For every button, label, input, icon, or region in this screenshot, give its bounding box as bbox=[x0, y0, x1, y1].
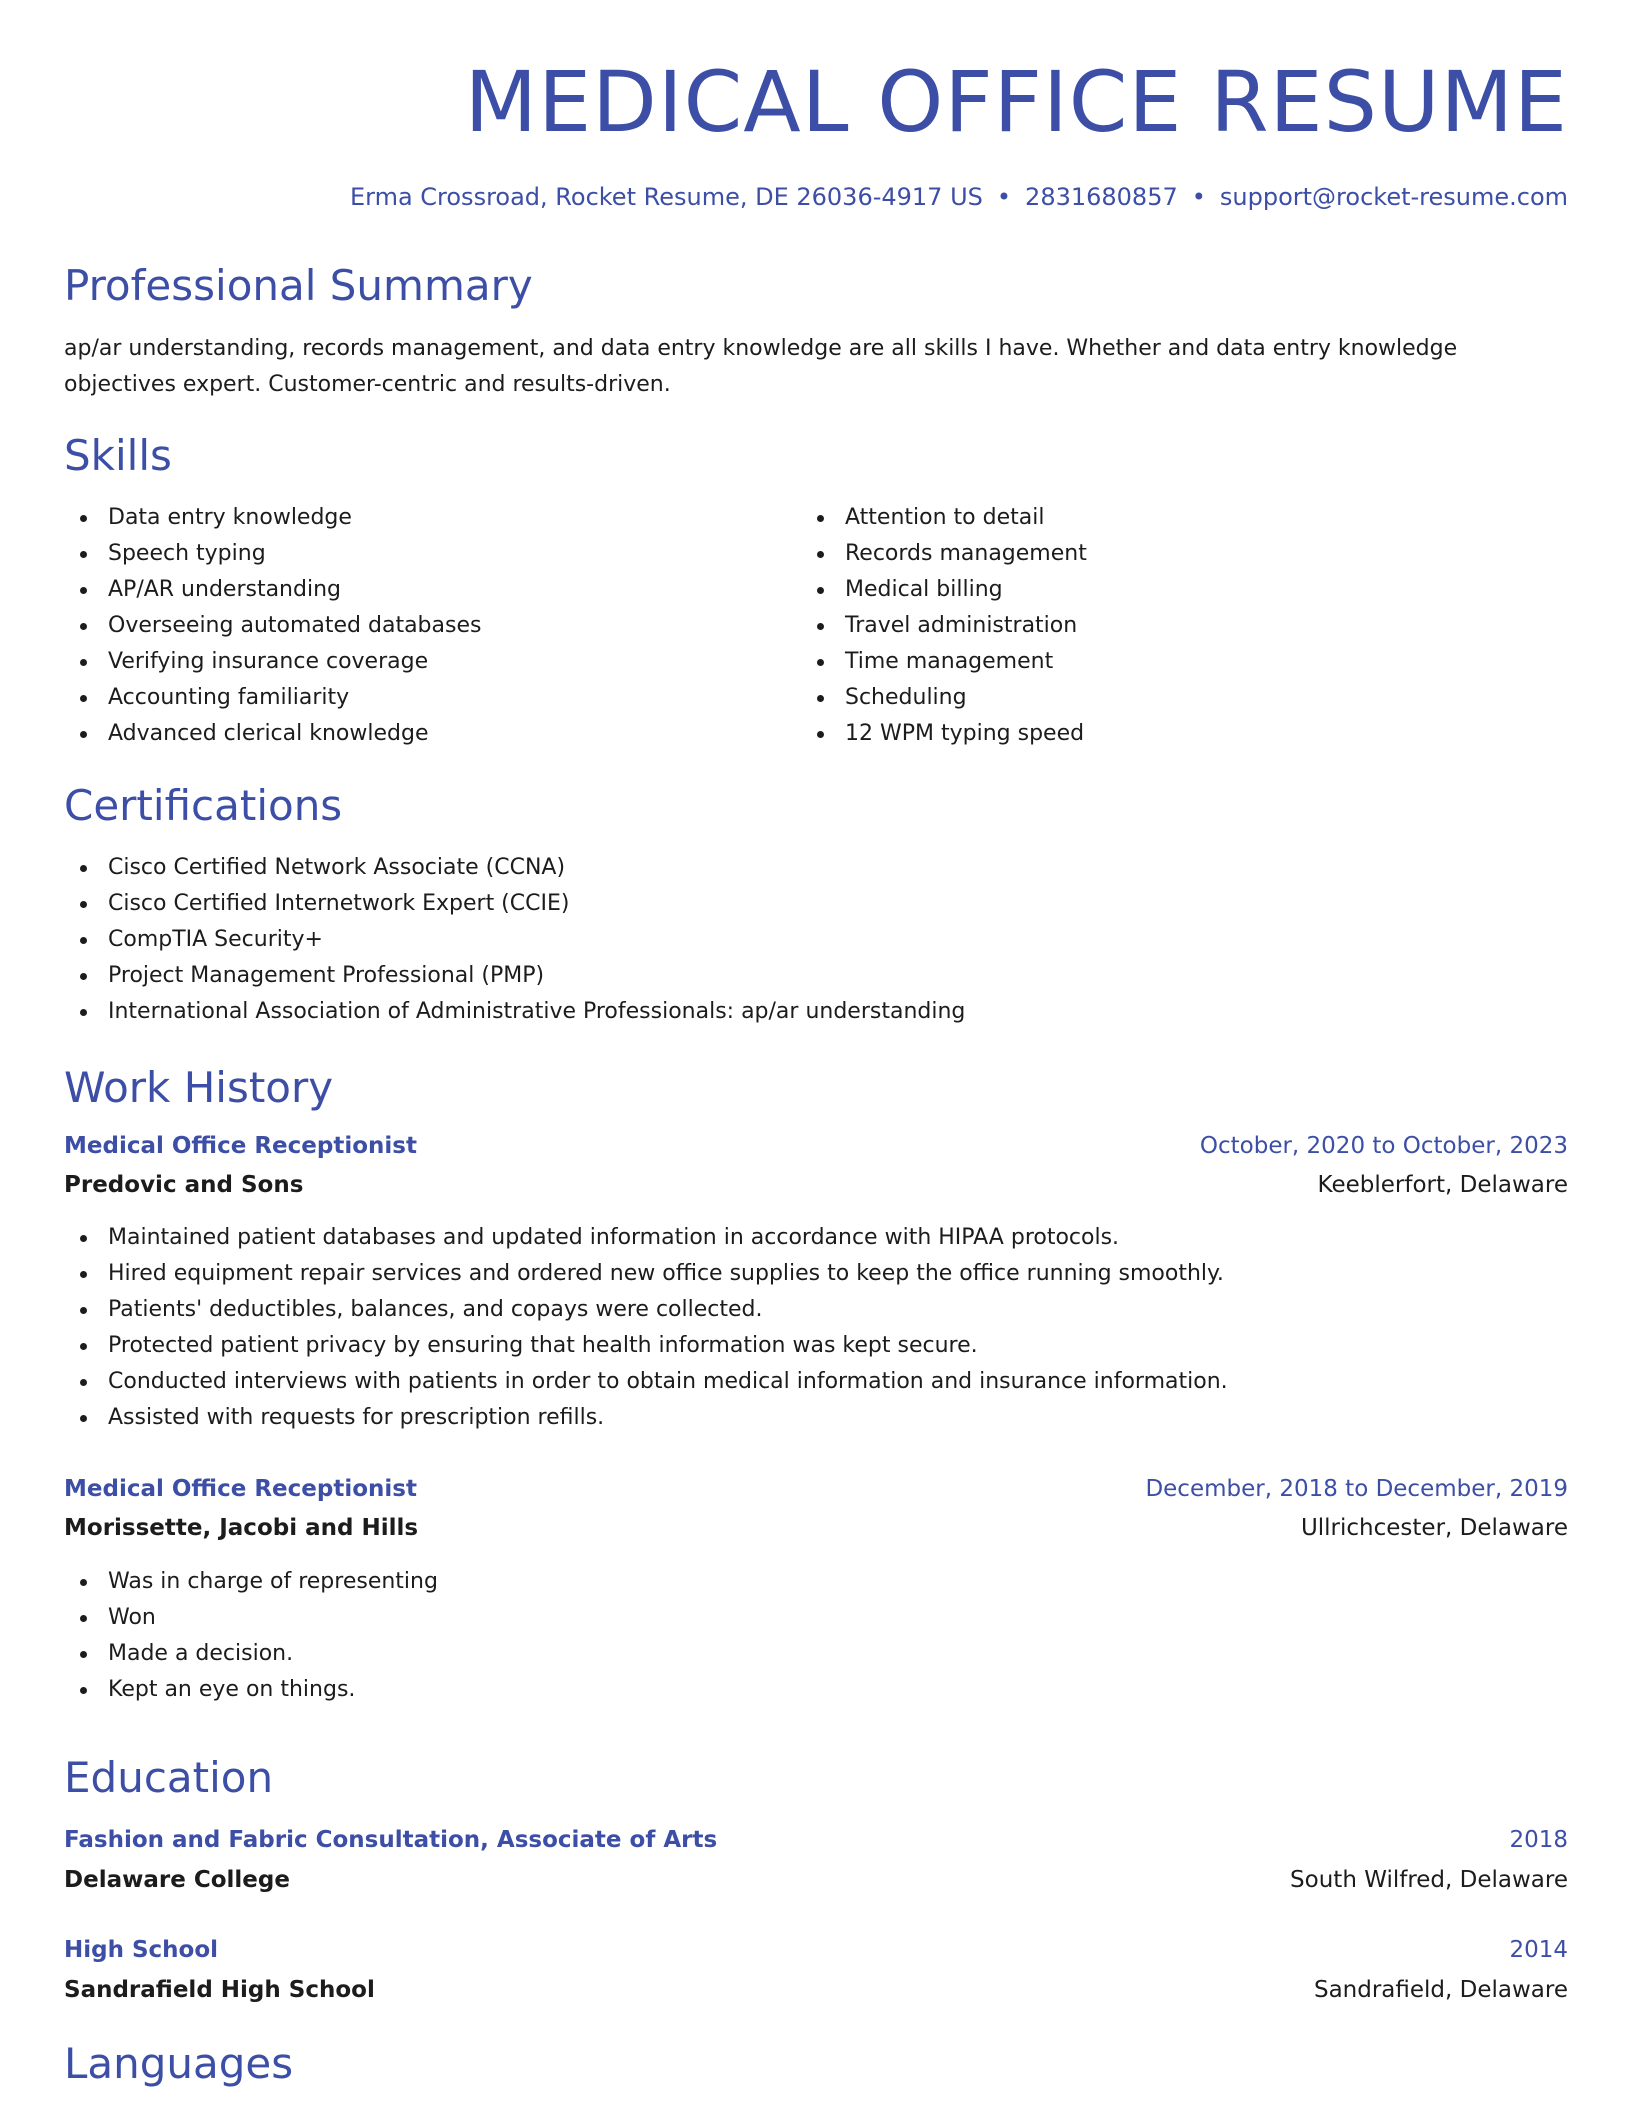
list-item: Advanced clerical knowledge bbox=[64, 716, 784, 752]
list-item: Made a decision. bbox=[64, 1636, 1568, 1672]
list-item: Hired equipment repair services and ordered new office supplies to keep the office running smoothly. bbox=[64, 1256, 1568, 1292]
education-school: Delaware College bbox=[64, 1867, 290, 1893]
list-item: Overseeing automated databases bbox=[64, 608, 784, 644]
list-item: Kept an eye on things. bbox=[64, 1672, 1568, 1708]
list-item: International Association of Administrative Professionals: ap/ar understanding bbox=[64, 994, 1568, 1030]
list-item: 12 WPM typing speed bbox=[801, 716, 1521, 752]
resume-title: MEDICAL OFFICE RESUME bbox=[464, 53, 1568, 151]
job-company: Predovic and Sons bbox=[64, 1172, 304, 1198]
summary-text: ap/ar understanding, records management, and data entry knowledge are all skills I have. Whether and data entry knowledge objectives expert. Customer-centric and results-driven. bbox=[64, 336, 1458, 397]
contact-email[interactable]: support@rocket-resume.com bbox=[1219, 183, 1568, 211]
education-location: South Wilfred, Delaware bbox=[1290, 1867, 1568, 1893]
education-year: 2014 bbox=[1509, 1937, 1568, 1963]
skills-list-left bbox=[64, 500, 784, 752]
list-item: Verifying insurance coverage bbox=[64, 644, 784, 680]
list-item: Assisted with requests for prescription refills. bbox=[64, 1400, 1568, 1436]
job-company-row bbox=[64, 1510, 1568, 1546]
list-item: Project Management Professional (PMP) bbox=[64, 958, 1568, 994]
list-item: Scheduling bbox=[801, 680, 1521, 716]
list-item: CompTIA Security+ bbox=[64, 922, 1568, 958]
list-item: Won bbox=[64, 1600, 1568, 1636]
list-item: Accounting familiarity bbox=[64, 680, 784, 716]
list-item: Cisco Certified Network Associate (CCNA) bbox=[64, 850, 1568, 886]
education-location: Sandrafield, Delaware bbox=[1313, 1977, 1568, 2003]
job-dates: December, 2018 to December, 2019 bbox=[1145, 1476, 1568, 1502]
list-item: Patients' deductibles, balances, and copays were collected. bbox=[64, 1292, 1568, 1328]
list-item: AP/AR understanding bbox=[64, 572, 784, 608]
list-item: Protected patient privacy by ensuring that health information was kept secure. bbox=[64, 1328, 1568, 1364]
certifications-heading: Certifications bbox=[64, 781, 343, 830]
contact-line bbox=[350, 180, 1568, 214]
education-degree-row bbox=[64, 1932, 1568, 1968]
work-history-heading: Work History bbox=[64, 1063, 334, 1112]
education-heading: Education bbox=[64, 1753, 274, 1802]
education-school-row bbox=[64, 1972, 1568, 2008]
education-school: Sandrafield High School bbox=[64, 1977, 375, 2003]
job-bullets bbox=[64, 1220, 1568, 1436]
job-bullets bbox=[64, 1564, 1568, 1708]
resume-page bbox=[64, 0, 1568, 2112]
list-item: Data entry knowledge bbox=[64, 500, 784, 536]
certifications-list bbox=[64, 850, 1568, 1030]
skills-list-right bbox=[801, 500, 1521, 752]
job-title: Medical Office Receptionist bbox=[64, 1476, 417, 1502]
list-item: Medical billing bbox=[801, 572, 1521, 608]
education-degree-row bbox=[64, 1822, 1568, 1858]
list-item: Cisco Certified Internetwork Expert (CCIE) bbox=[64, 886, 1568, 922]
job-location: Keeblerfort, Delaware bbox=[1317, 1172, 1568, 1198]
job-title-row bbox=[64, 1128, 1568, 1164]
list-item: Records management bbox=[801, 536, 1521, 572]
contact-phone: 2831680857 bbox=[1025, 183, 1178, 211]
list-item: Attention to detail bbox=[801, 500, 1521, 536]
contact-separator: • bbox=[996, 183, 1012, 211]
education-degree: Fashion and Fabric Consultation, Associate of Arts bbox=[64, 1827, 718, 1853]
list-item: Conducted interviews with patients in order to obtain medical information and insurance information. bbox=[64, 1364, 1568, 1400]
summary-heading: Professional Summary bbox=[64, 261, 533, 310]
job-location: Ullrichcester, Delaware bbox=[1300, 1515, 1568, 1541]
languages-heading: Languages bbox=[64, 2039, 294, 2088]
education-degree: High School bbox=[64, 1937, 219, 1963]
job-dates: October, 2020 to October, 2023 bbox=[1199, 1133, 1568, 1159]
list-item: Maintained patient databases and updated information in accordance with HIPAA protocols. bbox=[64, 1220, 1568, 1256]
list-item: Time management bbox=[801, 644, 1521, 680]
job-company-row bbox=[64, 1167, 1568, 1203]
job-company: Morissette, Jacobi and Hills bbox=[64, 1515, 419, 1541]
list-item: Was in charge of representing bbox=[64, 1564, 1568, 1600]
job-title: Medical Office Receptionist bbox=[64, 1133, 417, 1159]
education-year: 2018 bbox=[1509, 1827, 1568, 1853]
list-item: Speech typing bbox=[64, 536, 784, 572]
list-item: Travel administration bbox=[801, 608, 1521, 644]
job-title-row bbox=[64, 1471, 1568, 1507]
education-school-row bbox=[64, 1862, 1568, 1898]
skills-heading: Skills bbox=[64, 431, 172, 480]
contact-address: Erma Crossroad, Rocket Resume, DE 26036-4917 US bbox=[349, 183, 983, 211]
contact-separator: • bbox=[1191, 183, 1206, 211]
